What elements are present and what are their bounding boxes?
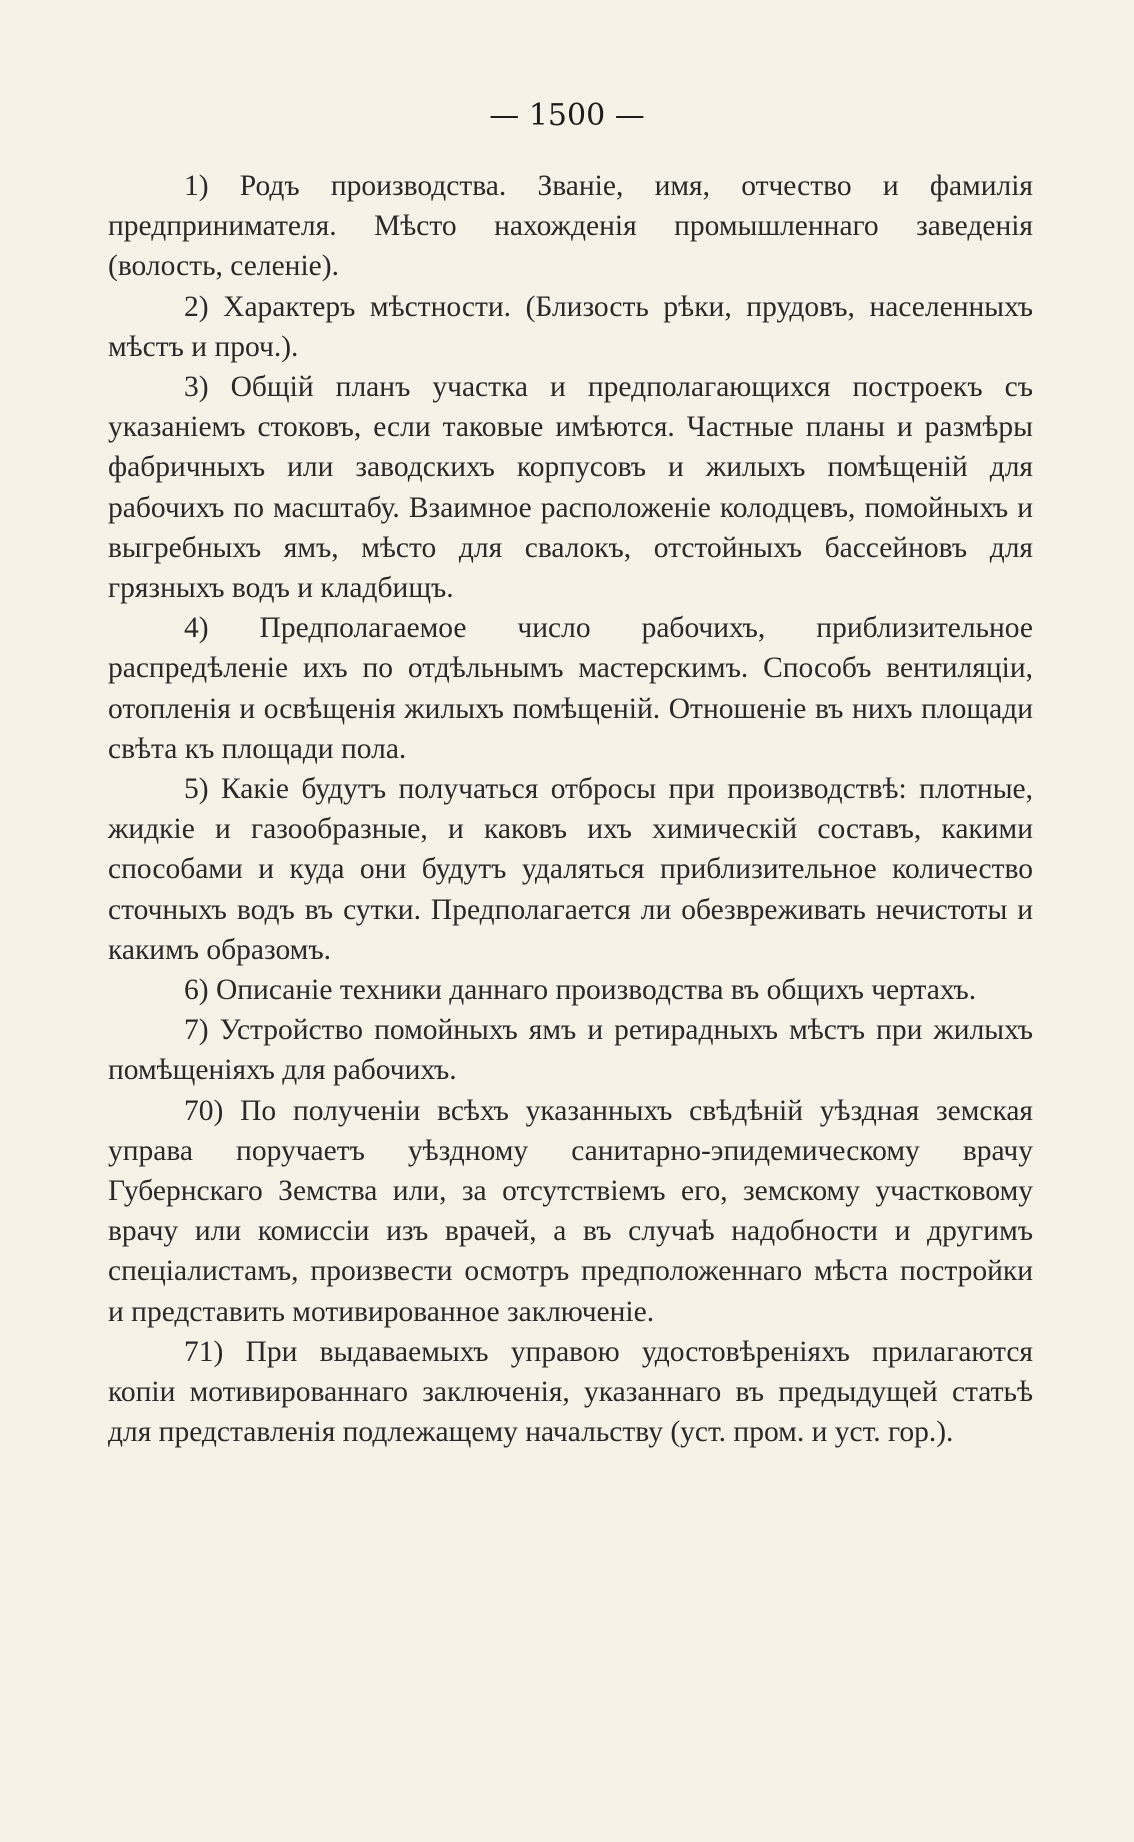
- paragraph-item-6: 6) Описаніе техники даннаго производства въ общихъ чертахъ.: [184, 974, 977, 1007]
- paragraph-item-3: 3) Общій планъ участка и предполагающихся построекъ съ указаніемъ стоковъ, если таковые имѣются. Частные планы и размѣры фабричныхъ или заводскихъ корпусовъ и жилыхъ помѣщеній для рабочихъ по масштабу. Взаимное расположеніе колодцевъ, помойныхъ и выгребныхъ ямъ, мѣсто для свалокъ, отстойныхъ бассейновъ для грязныхъ водъ и кладбищъ.: [108, 371, 1033, 605]
- page-body: [108, 166, 1033, 1453]
- page-number: — 1500 —: [489, 98, 645, 133]
- paragraph-article-71: 71) При выдаваемыхъ управою удостовѣреніяхъ прилагаются копіи мотивированнаго заключенія, указаннаго въ предыдущей статьѣ для представленія подлежащему начальству (уст. пром. и уст. гор.).: [108, 1335, 1033, 1449]
- paragraph-item-1: 1) Родъ производства. Званіе, имя, отчество и фамилія предпринимателя. Мѣсто нахожденія промышленнаго заведенія (волость, селеніе).: [108, 170, 1033, 283]
- paragraph-item-4: 4) Предполагаемое число рабочихъ, приблизительное распредѣленіе ихъ по отдѣльнымъ мастерскимъ. Способъ вентиляціи, отопленія и освѣщенія жилыхъ помѣщеній. Отношеніе въ нихъ площади свѣта къ площади пола.: [108, 612, 1033, 765]
- paragraph-item-7: 7) Устройство помойныхъ ямъ и ретирадныхъ мѣстъ при жилыхъ помѣщеніяхъ для рабочихъ.: [108, 1014, 1033, 1087]
- paragraph-item-5: 5) Какіе будутъ получаться отбросы при производствѣ: плотные, жидкіе и газообразные, и каковъ ихъ химическій составъ, какими способами и куда они будутъ удаляться приблизительное количество сточныхъ водъ въ сутки. Предполагается ли обезвреживать нечистоты и какимъ образомъ.: [108, 773, 1033, 966]
- paragraph-article-70: 70) По полученіи всѣхъ указанныхъ свѣдѣній уѣздная земская управа поручаетъ уѣздному санитарно-эпидемическому врачу Губернскаго Земства или, за отсутствіемъ его, земскому участковому врачу или комиссіи изъ врачей, а въ случаѣ надобности и другимъ спеціалистамъ, произвести осмотръ предположеннаго мѣста постройки и представить мотивированное заключеніе.: [108, 1094, 1033, 1328]
- paragraph-item-2: 2) Характеръ мѣстности. (Близость рѣки, прудовъ, населенныхъ мѣстъ и проч.).: [108, 290, 1033, 363]
